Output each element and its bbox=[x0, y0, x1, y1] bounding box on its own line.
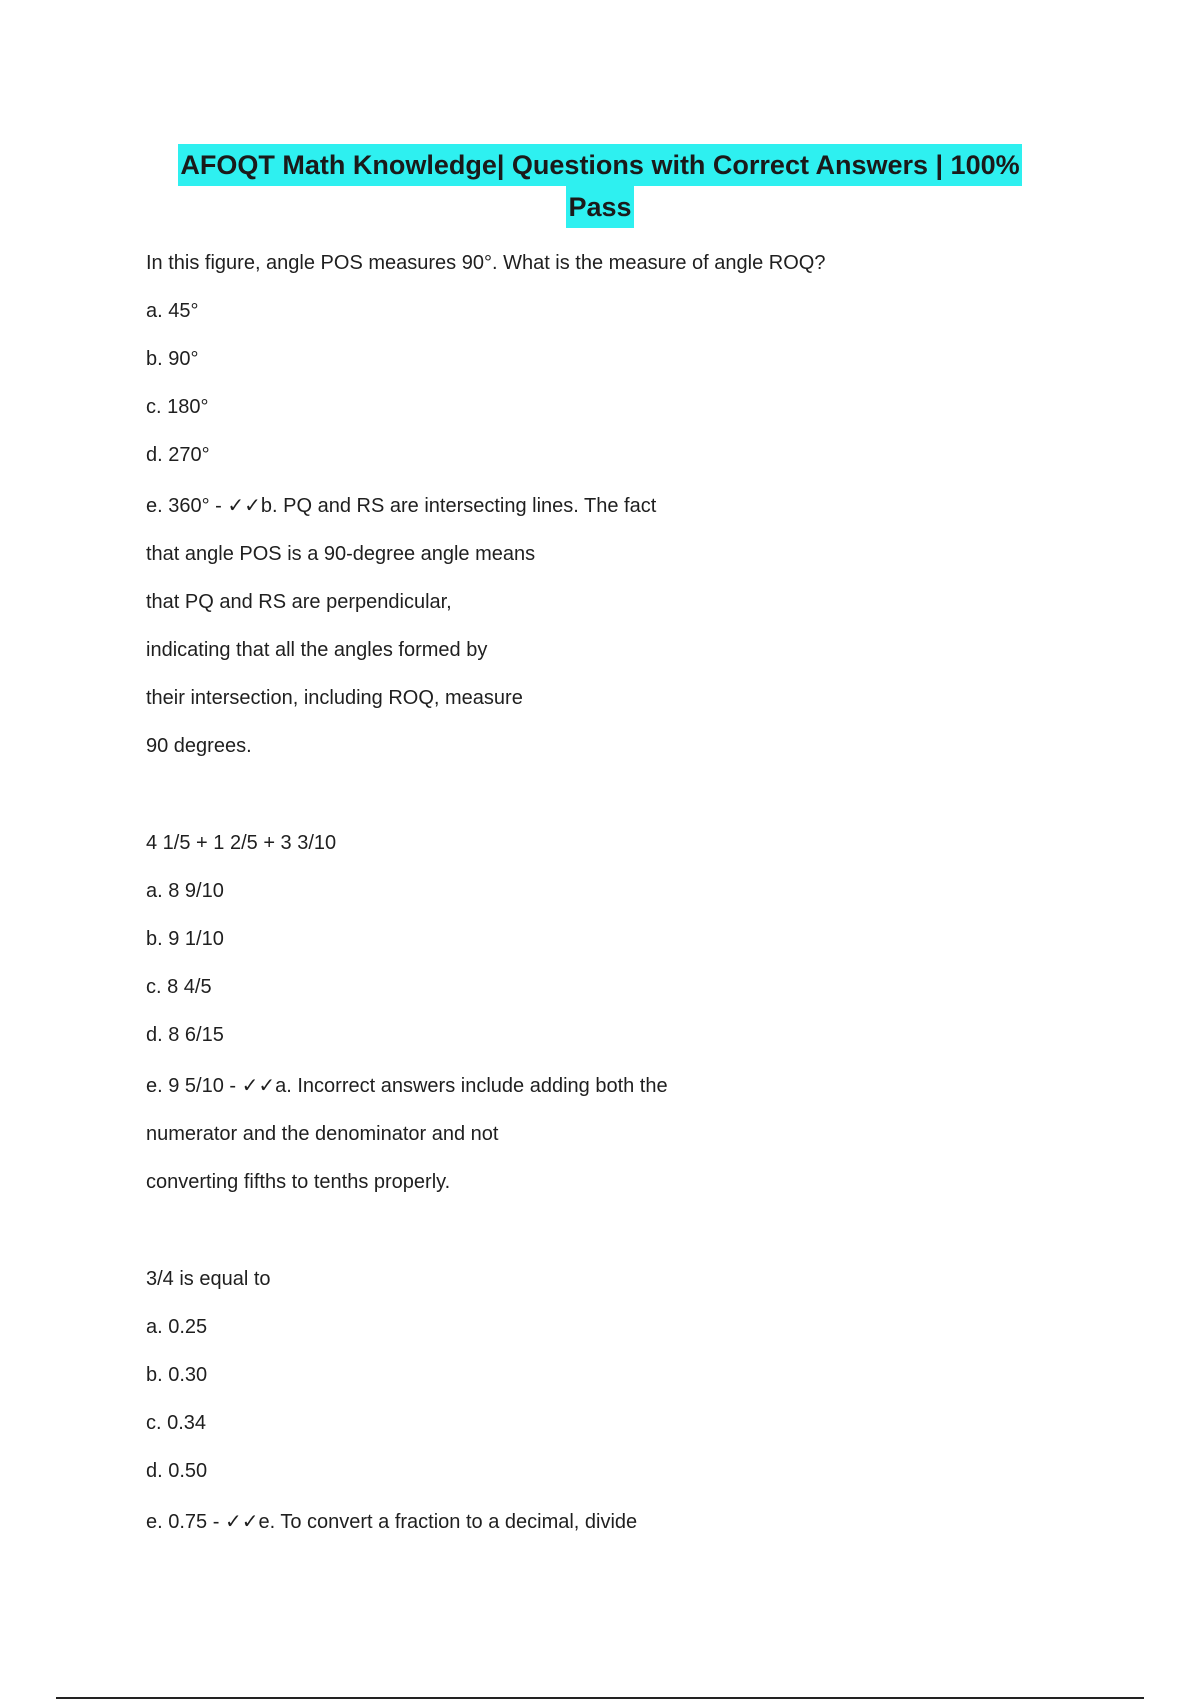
answer-explanation-line: indicating that all the angles formed by bbox=[146, 639, 488, 661]
question-3-option-e-answer bbox=[146, 1509, 637, 1535]
question-2-option-a: a. 8 9/10 bbox=[146, 880, 224, 902]
answer-explanation-line: their intersection, including ROQ, measure bbox=[146, 687, 523, 709]
question-1-option-d: d. 270° bbox=[146, 444, 210, 466]
checkmark-icon: ✓✓ bbox=[227, 495, 261, 517]
question-1-option-a: a. 45° bbox=[146, 300, 199, 322]
question-3-option-a: a. 0.25 bbox=[146, 1316, 208, 1338]
checkmark-icon: ✓✓ bbox=[241, 1075, 276, 1097]
question-3-option-c: c. 0.34 bbox=[146, 1412, 207, 1434]
footer-divider bbox=[56, 1697, 1144, 1699]
question-3-option-d: d. 0.50 bbox=[146, 1460, 208, 1482]
question-2-option-e-answer bbox=[146, 1073, 668, 1099]
question-2-option-b: b. 9 1/10 bbox=[146, 928, 224, 950]
option-e-text: e. 0.75 - bbox=[146, 1511, 225, 1533]
answer-explanation-line: 90 degrees. bbox=[146, 735, 252, 757]
question-1-option-c: c. 180° bbox=[146, 396, 209, 418]
question-2-text: 4 1/5 + 1 2/5 + 3 3/10 bbox=[146, 832, 337, 854]
title-line-1: AFOQT Math Knowledge| Questions with Correct Answers | 100% bbox=[178, 144, 1021, 186]
question-2-option-c: c. 8 4/5 bbox=[146, 976, 212, 998]
question-2-option-d: d. 8 6/15 bbox=[146, 1024, 224, 1046]
answer-explanation-line: that angle POS is a 90-degree angle means bbox=[146, 543, 536, 565]
option-e-text: e. 9 5/10 - bbox=[146, 1075, 242, 1097]
question-3-text: 3/4 is equal to bbox=[146, 1268, 271, 1290]
option-e-text: e. 360° - bbox=[146, 495, 228, 517]
answer-explanation-line: numerator and the denominator and not bbox=[146, 1123, 499, 1145]
question-3-option-b: b. 0.30 bbox=[146, 1364, 208, 1386]
question-1-text: In this figure, angle POS measures 90°. What is the measure of angle ROQ? bbox=[146, 252, 826, 274]
title-line-2: Pass bbox=[566, 186, 633, 228]
document-title bbox=[140, 144, 1060, 228]
question-1-option-b: b. 90° bbox=[146, 348, 199, 370]
answer-explanation: e. To convert a fraction to a decimal, divide bbox=[258, 1511, 638, 1533]
answer-explanation-line: converting fifths to tenths properly. bbox=[146, 1171, 451, 1193]
answer-explanation: a. Incorrect answers include adding both the bbox=[275, 1075, 668, 1097]
question-1-option-e-answer bbox=[146, 493, 656, 519]
checkmark-icon: ✓✓ bbox=[224, 1511, 259, 1533]
answer-explanation-line: that PQ and RS are perpendicular, bbox=[146, 591, 452, 613]
answer-explanation: b. PQ and RS are intersecting lines. The fact bbox=[260, 495, 657, 517]
